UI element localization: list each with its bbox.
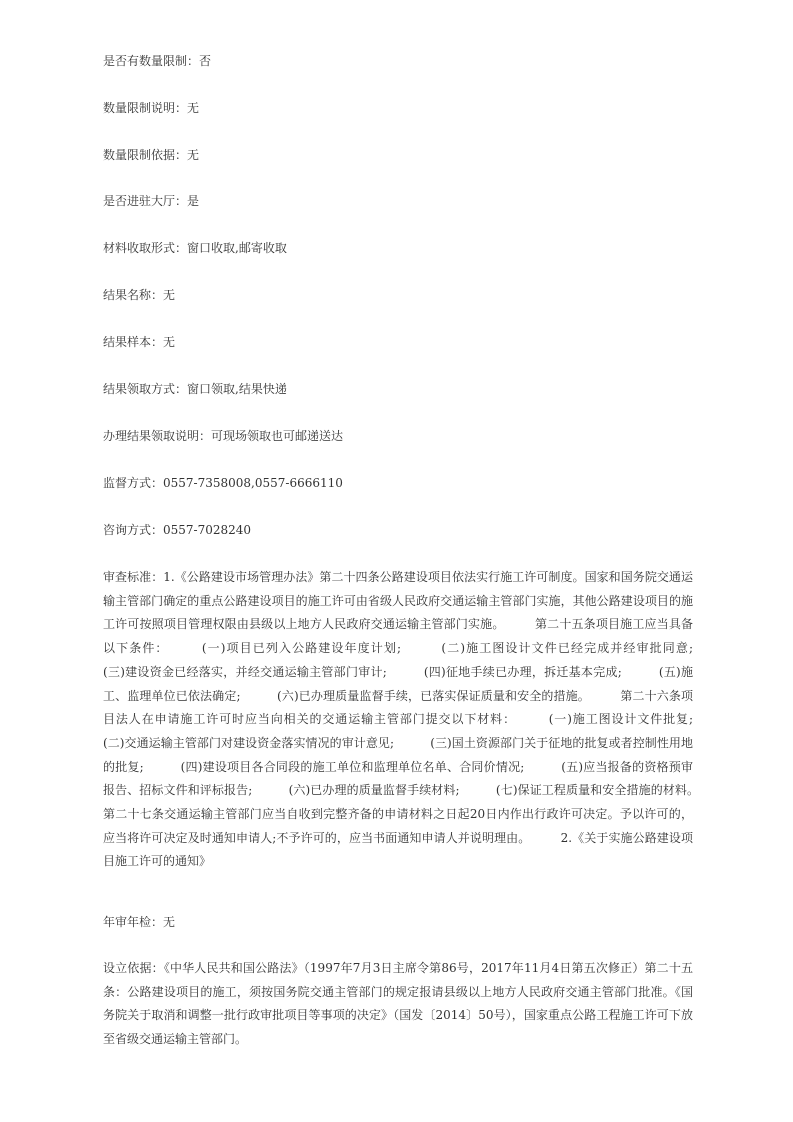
field-quantity-limit-desc: 数量限制说明：无 <box>103 101 200 115</box>
field-in-hall: 是否进驻大厅：是 <box>103 194 200 208</box>
field-annual-review: 年审年检：无 <box>103 915 176 929</box>
field-supervision: 监督方式：0557-7358008,0557-6666110 <box>103 476 343 490</box>
field-material-form: 材料收取形式：窗口收取,邮寄收取 <box>103 241 287 255</box>
field-result-pickup-desc: 办理结果领取说明：可现场领取也可邮递送达 <box>103 429 344 443</box>
field-result-pickup: 结果领取方式：窗口领取,结果快递 <box>103 382 287 396</box>
field-result-sample: 结果样本：无 <box>103 335 176 349</box>
field-quantity-limit: 是否有数量限制：否 <box>103 54 212 68</box>
field-quantity-limit-basis: 数量限制依据：无 <box>103 148 200 162</box>
field-result-name: 结果名称：无 <box>103 288 176 302</box>
field-consultation: 咨询方式：0557-7028240 <box>103 523 252 537</box>
review-standard-paragraph: 审查标准：1.《公路建设市场管理办法》第二十四条公路建设项目依法实行施工许可制度。国家和国务院交通运输主管部门确定的重点公路建设项目的施工许可由省级人民政府交通运输主管部门实施，其他公路建设项目的施工许可按照项目管理权限由县级以上地方人民政府交通运输主管部门实施。 第二十五条项目施工应当具备以下条件： (一)项目已列入公路建设年度计划; (二)施工图设计文件已经完成并经审批同意; (三)建设资金已经落实，并经交通运输主管部门审计; (四)征地手续已办理，拆迁基本完成; (五)施工、监理单位已依法确定; (六)已办理质量监督手续，已落实保证质量和安全的措施。 第二十六条项目法人在申请施工许可时应当向相关的交通运输主管部门提交以下材料： (一)施工图设计文件批复; (二)交通运输主管部门对建设资金落实情况的审计意见; (三)国土资源部门关于征地的批复或者控制性用地的批复; (四)建设项目各合同段的施工单位和监理单位名单、合同价情况; (五)应当报备的资格预审报告、招标文件和评标报告; (六)已办理的质量监督手续材料; (七)保证工程质量和安全措施的材料。 第二十七条交通运输主管部门应当自收到完整齐备的申请材料之日起20日内作出行政许可决定。予以许可的，应当将许可决定及时通知申请人;不予许可的，应当书面通知申请人并说明理由。 2.《关于实施公路建设项目施工许可的通知》 <box>103 570 730 869</box>
basis-paragraph: 设立依据：《中华人民共和国公路法》（1997年7月3日主席令第86号，2017年11月4日第五次修正）第二十五条：公路建设项目的施工，须按国务院交通主管部门的规定报请县级以上地方人民政府交通主管部门批准。《国务院关于取消和调整一批行政审批项目等事项的决定》（国发〔2014〕50号），国家重点公路工程施工许可下放至省级交通运输主管部门。 <box>103 961 693 1047</box>
